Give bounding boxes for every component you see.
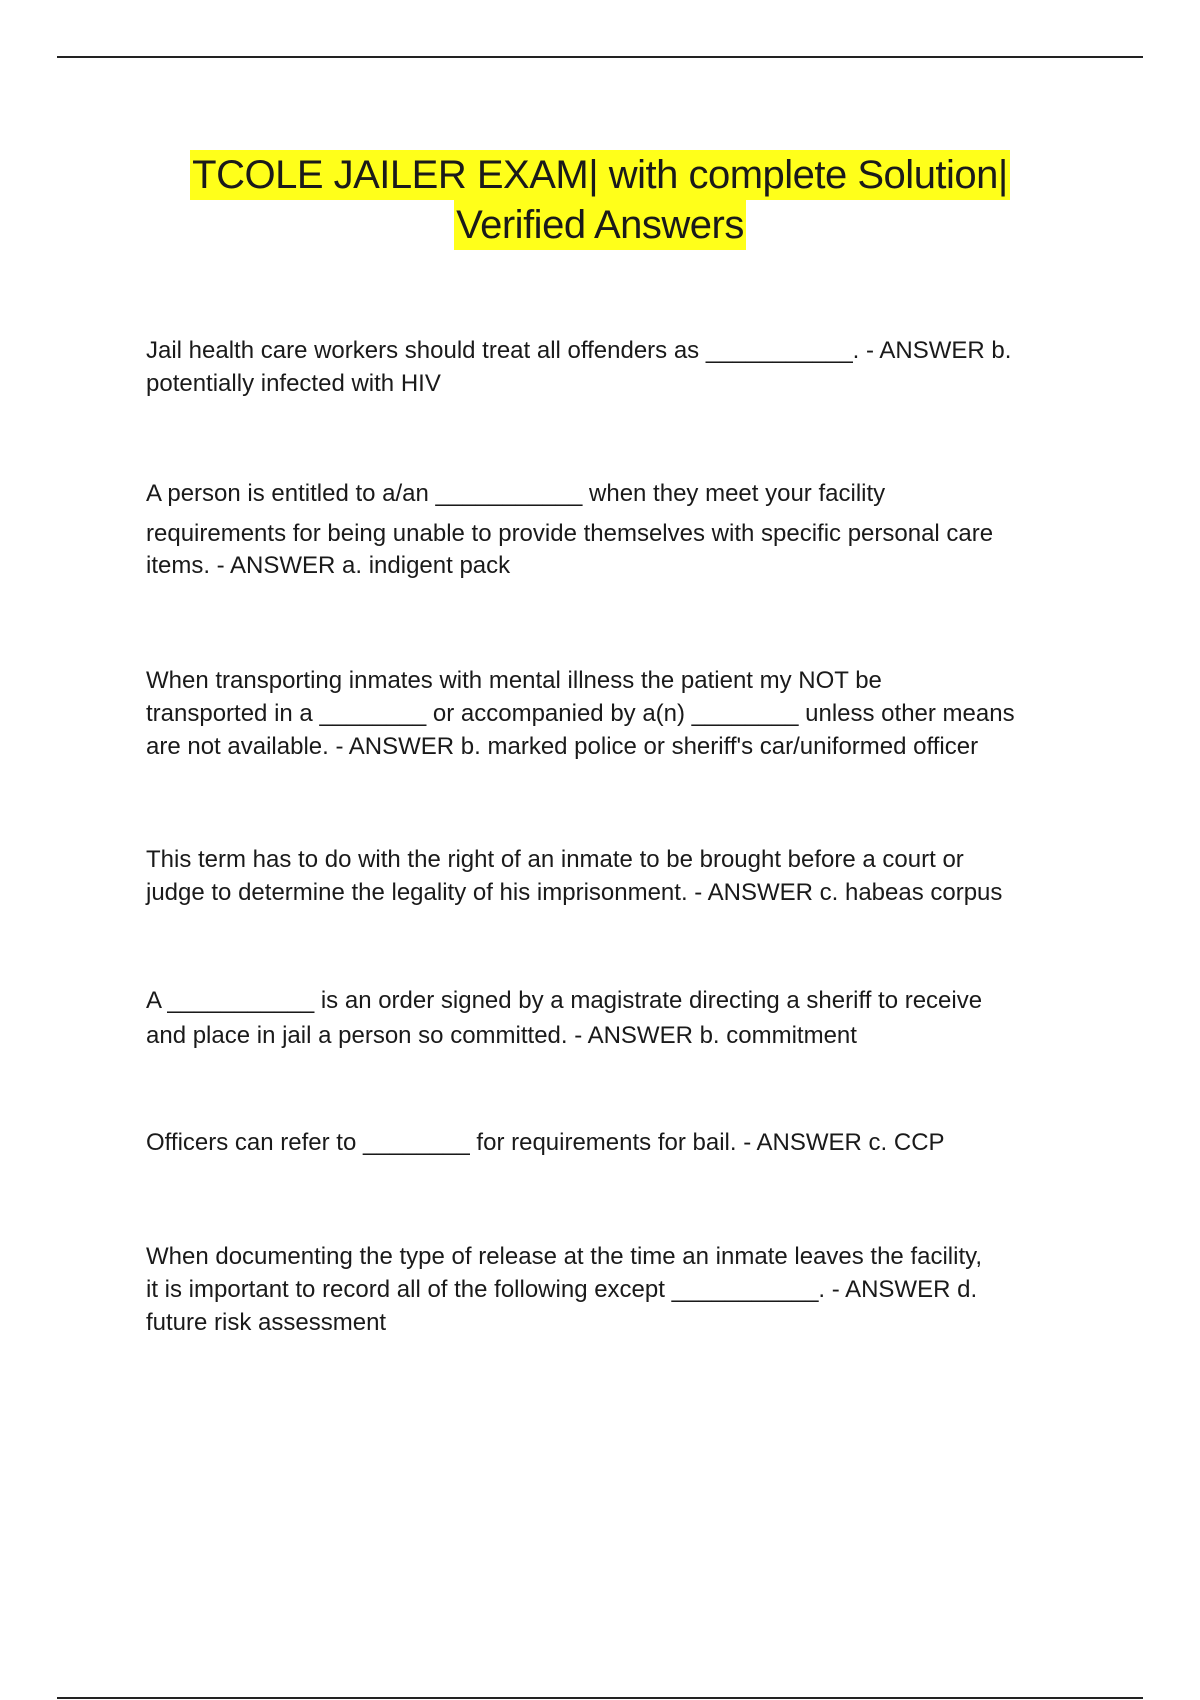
question-4 — [146, 843, 1086, 909]
question-line: Jail health care workers should treat all offenders as ___________. - ANSWER b. — [146, 337, 1012, 364]
question-line: future risk assessment — [146, 1309, 387, 1336]
question-line: it is important to record all of the following except ___________. - ANSWER d. — [146, 1276, 978, 1303]
question-line: When documenting the type of release at the time an inmate leaves the facility, — [146, 1243, 983, 1270]
question-line: transported in a ________ or accompanied by a(n) ________ unless other means — [146, 700, 1015, 727]
title-line-2: Verified Answers — [454, 200, 746, 250]
bottom-divider — [57, 1697, 1143, 1699]
document-title — [0, 150, 1200, 250]
question-6 — [146, 1126, 1086, 1159]
question-line: When transporting inmates with mental illness the patient my NOT be — [146, 667, 882, 694]
question-line: This term has to do with the right of an inmate to be brought before a court or — [146, 846, 964, 873]
question-2 — [146, 476, 1086, 582]
question-7 — [146, 1240, 1086, 1339]
question-3 — [146, 664, 1086, 763]
question-line: Officers can refer to ________ for requirements for bail. - ANSWER c. CCP — [146, 1129, 945, 1156]
question-line: requirements for being unable to provide themselves with specific personal care — [146, 520, 994, 547]
title-line-1: TCOLE JAILER EXAM| with complete Solution| — [190, 150, 1010, 200]
question-1 — [146, 334, 1086, 400]
top-divider — [57, 56, 1143, 58]
question-line: A ___________ is an order signed by a magistrate directing a sheriff to receive — [146, 987, 983, 1014]
question-5 — [146, 983, 1086, 1052]
question-line: potentially infected with HIV — [146, 370, 441, 397]
question-line: are not available. - ANSWER b. marked police or sheriff's car/uniformed officer — [146, 733, 979, 760]
question-line: judge to determine the legality of his imprisonment. - ANSWER c. habeas corpus — [146, 879, 1003, 906]
question-line: and place in jail a person so committed. - ANSWER b. commitment — [146, 1022, 857, 1049]
question-line: items. - ANSWER a. indigent pack — [146, 552, 511, 579]
question-line: A person is entitled to a/an ___________ when they meet your facility — [146, 480, 886, 507]
